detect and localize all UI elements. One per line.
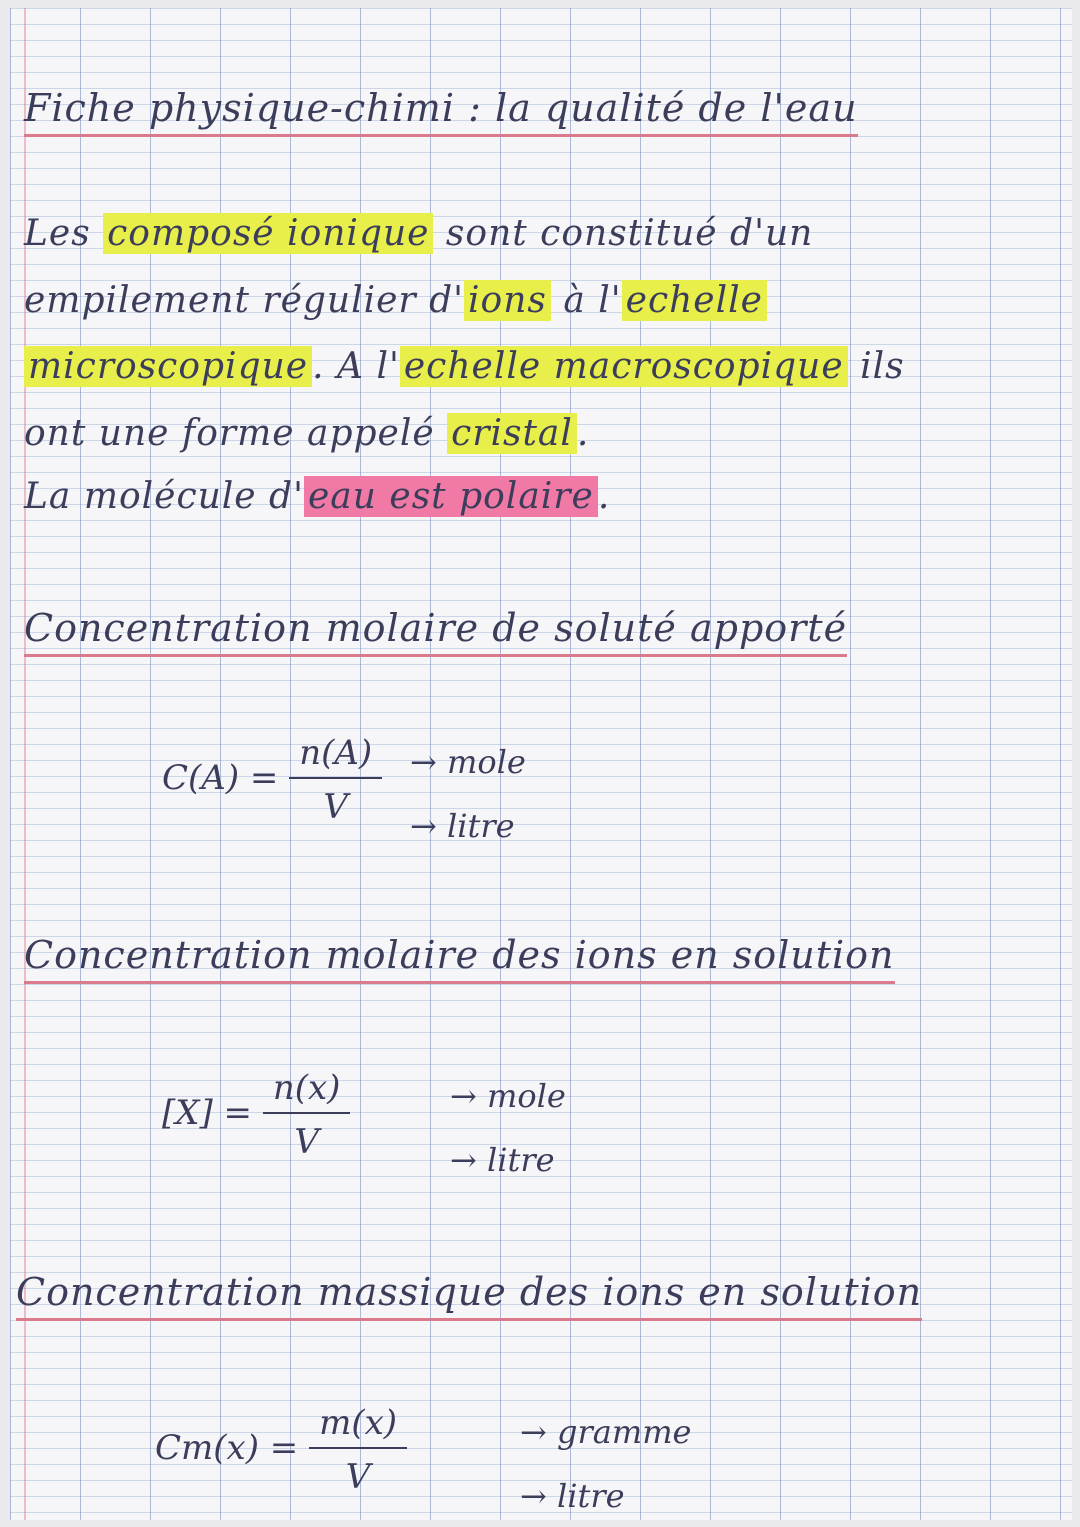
highlight-yellow: echelle macroscopique: [400, 346, 848, 387]
highlight-yellow: echelle: [622, 280, 767, 321]
fraction: [309, 1403, 407, 1497]
units: [520, 1400, 691, 1520]
fraction: [289, 733, 382, 827]
formula-lhs: Cm(x) =: [155, 1428, 299, 1468]
unit-numerator: → gramme: [520, 1413, 692, 1451]
intro-line-1: [24, 213, 813, 254]
intro-text: .: [597, 476, 611, 517]
highlight-yellow: composé ionique: [103, 213, 433, 254]
formula-lhs: [X] =: [162, 1093, 253, 1133]
unit-denominator: → litre: [520, 1477, 625, 1515]
formula: [155, 1403, 407, 1497]
intro-text: sont constitué d'un: [433, 213, 814, 254]
intro-text: Les: [24, 213, 104, 254]
intro-text: ils: [847, 346, 905, 387]
intro-line-4: [24, 413, 589, 454]
denominator: V: [294, 1122, 319, 1162]
highlight-pink: eau est polaire: [304, 476, 598, 517]
page-title: Fiche physique-chimi : la qualité de l'eau: [24, 86, 858, 137]
highlight-yellow: microscopique: [24, 346, 312, 387]
formula: [162, 1068, 350, 1162]
intro-line-2: [24, 280, 767, 321]
intro-line-5: [24, 476, 610, 517]
intro-line-3: [24, 346, 905, 387]
section-heading: Concentration molaire des ions en solution: [24, 933, 895, 984]
formula: [162, 733, 382, 827]
section-heading: Concentration molaire de soluté apporté: [24, 606, 847, 657]
unit-numerator: → mole: [450, 1077, 566, 1115]
intro-text: ont une forme appelé: [24, 413, 448, 454]
highlight-yellow: cristal: [447, 413, 577, 454]
units: [410, 730, 526, 858]
unit-numerator: → mole: [410, 743, 526, 781]
intro-text: empilement régulier d': [24, 280, 465, 321]
formula-lhs: C(A) =: [162, 758, 279, 798]
intro-text: . A l': [312, 346, 400, 387]
unit-denominator: → litre: [410, 807, 515, 845]
unit-denominator: → litre: [450, 1141, 555, 1179]
numerator: n(x): [263, 1068, 351, 1114]
intro-text: .: [576, 413, 590, 454]
numerator: n(A): [289, 733, 382, 779]
intro-text: à l': [550, 280, 622, 321]
fraction: [263, 1068, 351, 1162]
units: [450, 1064, 566, 1192]
highlight-yellow: ions: [464, 280, 551, 321]
notebook-page: [10, 8, 1072, 1520]
numerator: m(x): [309, 1403, 407, 1449]
denominator: V: [345, 1457, 371, 1497]
section-heading: Concentration massique des ions en solution: [16, 1270, 922, 1321]
denominator: V: [323, 787, 348, 827]
intro-text: La molécule d': [24, 476, 304, 517]
